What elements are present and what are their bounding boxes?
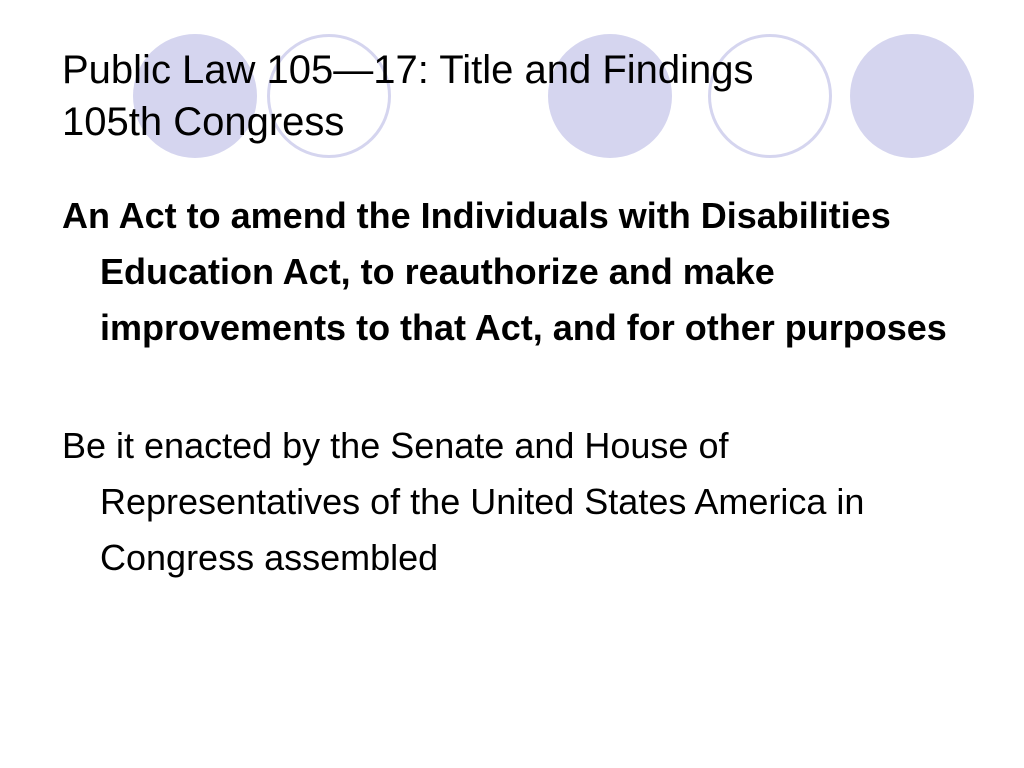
slide-title bbox=[62, 44, 962, 148]
slide-body bbox=[62, 188, 962, 586]
enacting-clause-paragraph: Be it enacted by the Senate and House of Representatives of the United States America in Congress assembled bbox=[62, 425, 865, 578]
slide-title-line-1: Public Law 105—17: Title and Findings bbox=[62, 48, 754, 92]
act-description-paragraph: An Act to amend the Individuals with Disabilities Education Act, to reauthorize and make improvements to that Act, and for other purposes bbox=[62, 195, 947, 348]
slide-title-line-2: 105th Congress bbox=[62, 100, 345, 144]
